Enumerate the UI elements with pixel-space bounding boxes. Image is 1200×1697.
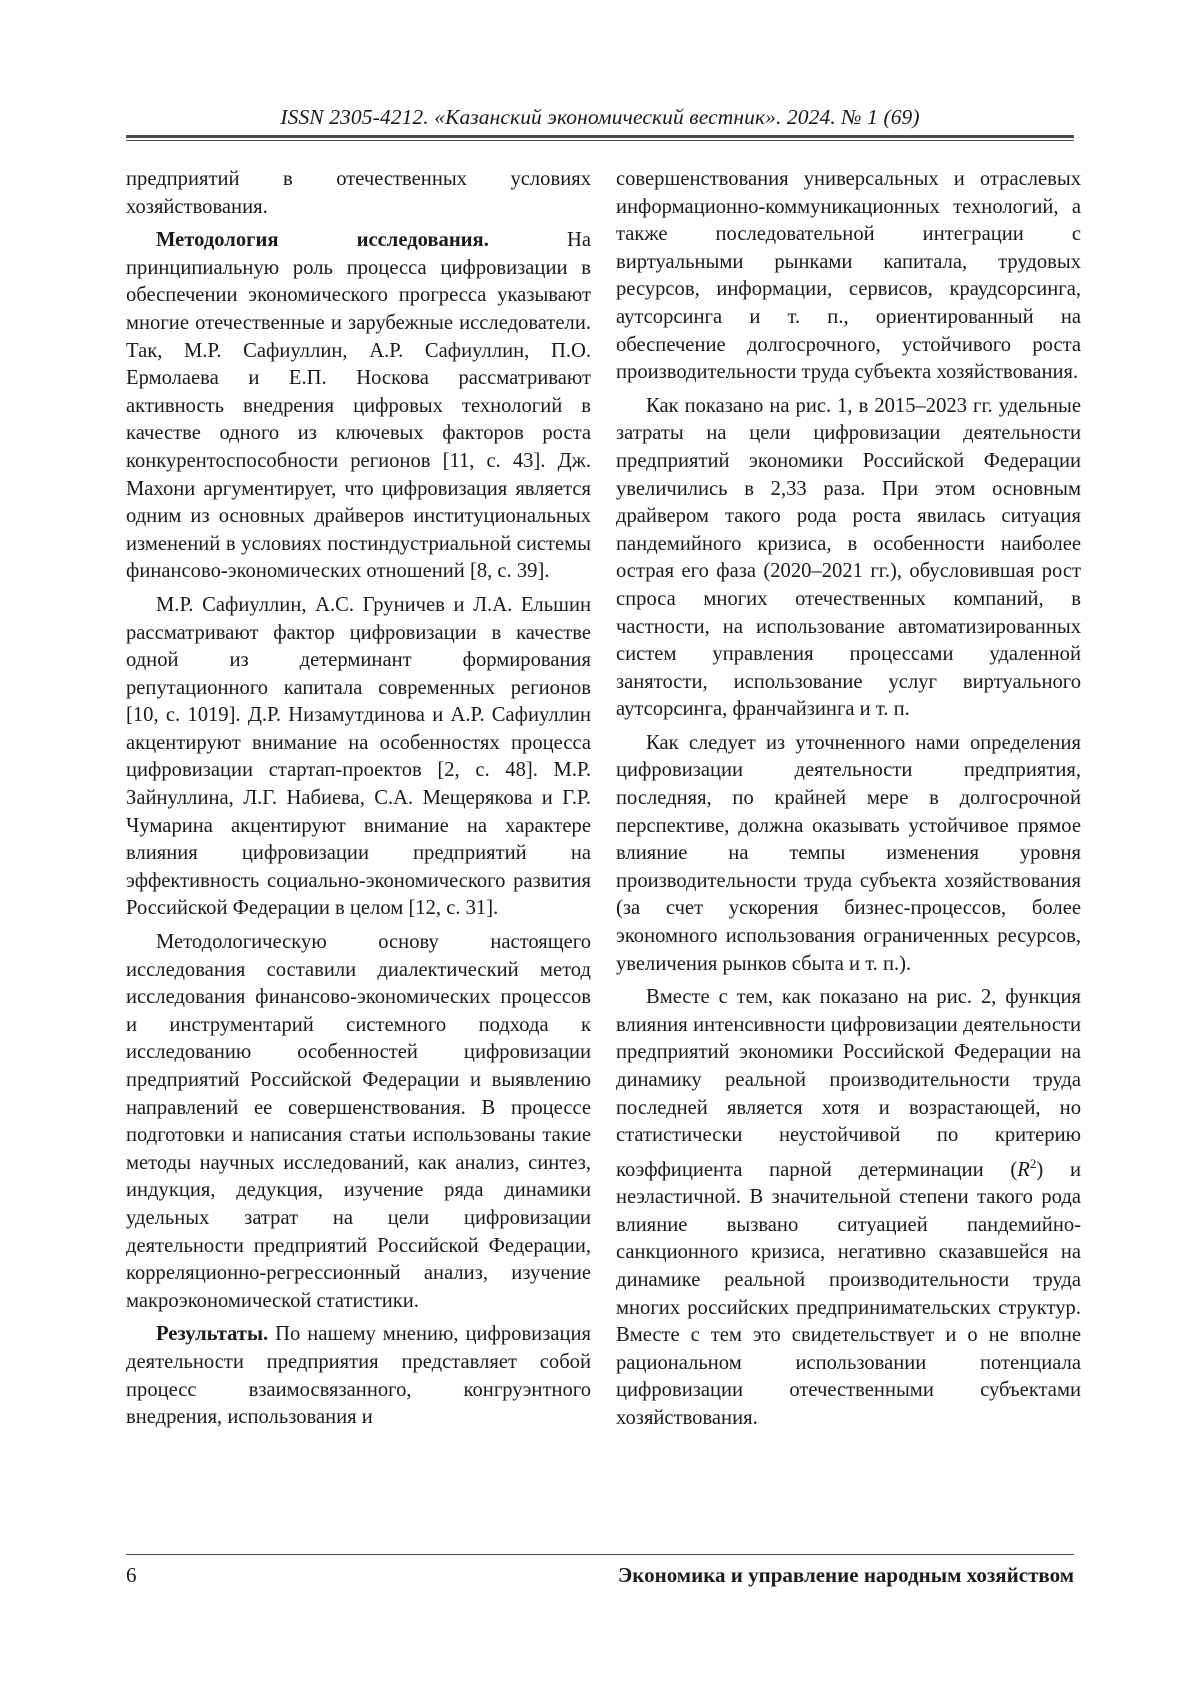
section-heading-methodology: Методология исследования. [156, 229, 489, 252]
paragraph: совершенствования универсальных и отраслевых информационно-коммуникационных технологий, а также последовательной интеграции с виртуальными рынками капитала, трудовых ресурсов, информации, сервисов, краудсорсинга, аутсорсинга и т. п., ориентированный на обеспечение долгосрочного, устойчивого роста производительности труда субъекта хозяйствования. [616, 168, 1081, 384]
journal-header: ISSN 2305-4212. «Казанский экономический вестник». 2024. № 1 (69) [280, 105, 920, 129]
footer-rule [126, 1554, 1074, 1555]
right-column [616, 166, 1081, 1433]
paragraph-methodology [126, 227, 591, 586]
section-title: Экономика и управление народным хозяйством [618, 1563, 1074, 1587]
paragraph-text: Вместе с тем, как показано на рис. 2, функция влияния интенсивности цифровизации деятельности предприятий экономики Российской Федерации на динамику реальной производительности труда последней является хотя и возрастающей, но статистически неустойчивой по критерию коэффициента парной детерминации ( [616, 986, 1081, 1181]
paragraph-text: ) и неэластичной. В значительной степени такого рода влияние вызвано ситуацией пандемийно-санкционного кризиса, негативно сказавшейся на динамике реальной производительности труда многих российских предпринимательских структур. Вместе с тем это свидетельствует и о не вполне рациональном использовании потенциала цифровизации отечественными субъектами хозяйствования. [616, 1158, 1082, 1429]
section-heading-results: Результаты. [156, 1323, 269, 1346]
r-squared-symbol: R [1017, 1158, 1030, 1181]
paragraph: Как следует из уточненного нами определения цифровизации деятельности предприятия, последняя, по крайней мере в долгосрочной перспективе, должна оказывать устойчивое прямое влияние на темпы изменения уровня производительности труда субъекта хозяйствования (за счет ускорения бизнес-процессов, более экономного использования ограниченных ресурсов, увеличения рынков сбыта и т. п.). [616, 731, 1081, 975]
page-number: 6 [126, 1563, 137, 1587]
paragraph-text: На принципиальную роль процесса цифровизации в обеспечении экономического прогресса указывают многие отечественные и зарубежные исследователи. Так, М.Р. Сафиуллин, А.Р. Сафиуллин, П.О. Ермолаева и Е.П. Носкова рассматривают активность внедрения цифровых технологий в качестве одного из ключевых факторов роста конкурентоспособности регионов [11, с. 43]. Дж. Махони аргументирует, что цифровизация является одним из основных драйверов институциональных изменений в условиях постиндустриальной системы финансово-экономических отношений [8, с. 39]. [126, 229, 591, 583]
paragraph: предприятий в отечественных условиях хозяйствования. [126, 168, 591, 218]
header-rule [126, 135, 1074, 138]
paragraph: Методологическую основу настоящего исследования составили диалектический метод исследования финансово-экономических процессов и инструментарий системного подхода к исследованию особенностей цифровизации предприятий Российской Федерации и выявлению направлений ее совершенствования. В процессе подготовки и написания статьи использованы такие методы научных исследований, как анализ, синтез, индукция, дедукция, изучение ряда динамики удельных затрат на цели цифровизации деятельности предприятий Российской Федерации, корреляционно-регрессионный анализ, изучение макроэкономической статистики. [126, 931, 591, 1312]
paragraph-text: По нашему мнению, цифровизация деятельности предприятия представляет собой процесс взаимосвязанного, конгруэнтного внедрения, использования и [126, 1323, 591, 1429]
header-rule-thin [126, 140, 1074, 141]
superscript: 2 [1029, 1155, 1037, 1171]
left-column [126, 166, 591, 1432]
paragraph [616, 984, 1081, 1432]
paragraph: М.Р. Сафиуллин, А.С. Груничев и Л.А. Ельшин рассматривают фактор цифровизации в качестве одной из детерминант формирования репутационного капитала современных регионов [10, с. 1019]. Д.Р. Низамутдинова и А.Р. Сафиуллин акцентируют внимание на особенностях процесса цифровизации стартап-проектов [2, с. 48]. М.Р. Зайнуллина, Л.Г. Набиева, С.А. Мещерякова и Г.Р. Чумарина акцентируют внимание на характере влияния цифровизации предприятий на эффективность социально-экономического развития Российской Федерации в целом [12, с. 31]. [126, 593, 591, 920]
paragraph: Как показано на рис. 1, в 2015–2023 гг. удельные затраты на цели цифровизации деятельности предприятий экономики Российской Федерации увеличились в 2,33 раза. При этом основным драйвером такого рода роста явилась ситуация пандемийного кризиса, в особенности наиболее острая его фаза (2020–2021 гг.), обусловившая рост спроса многих отечественных компаний, в частности, на использование автоматизированных систем управления процессами удаленной занятости, использование услуг виртуального аутсорсинга, франчайзинга и т. п. [616, 394, 1081, 721]
paragraph-results [126, 1321, 591, 1431]
